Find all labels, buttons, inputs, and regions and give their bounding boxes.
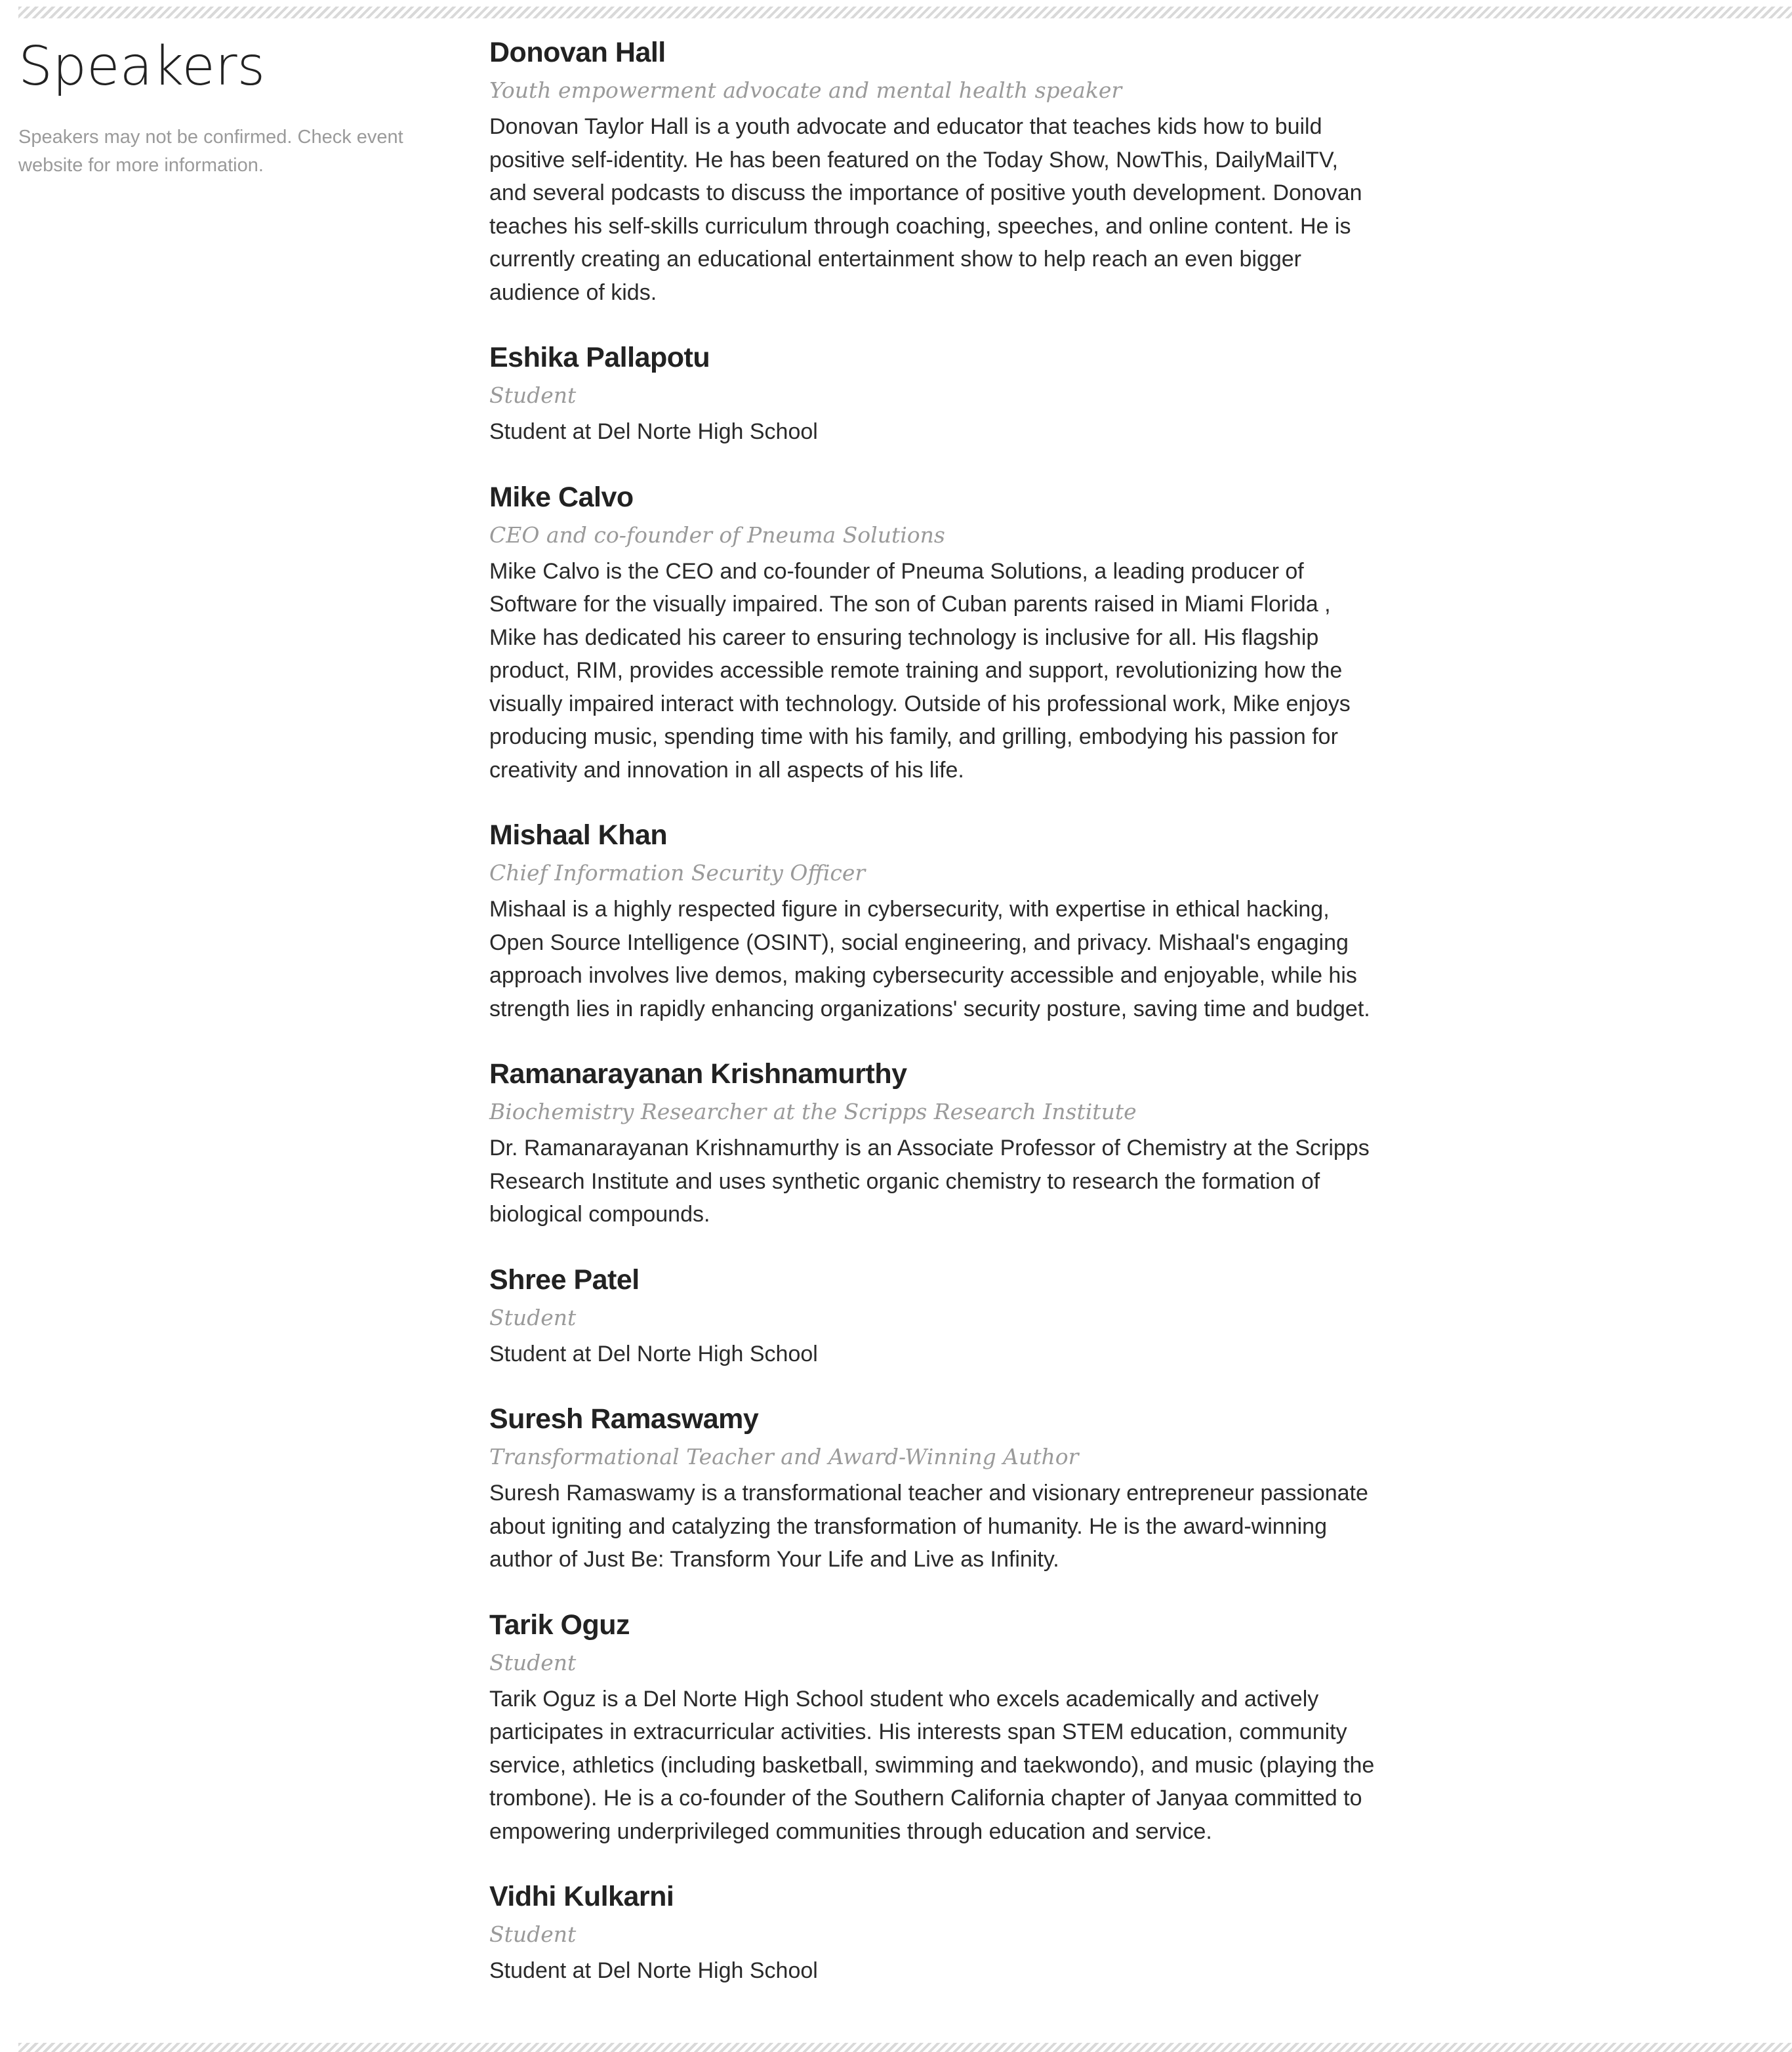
speaker-entry (489, 1878, 1375, 1988)
speaker-role: Youth empowerment advocate and mental health speaker (489, 77, 1122, 103)
speaker-bio: Mishaal is a highly respected figure in cybersecurity, with expertise in ethical hacking, Open Source Intelligence (OSINT), social engineering, and privacy. Mishaal's engaging approach involves live demos, making cybersecurity accessible and enjoyable, while his strength lies in rapidly enhancing organizations' security posture, saving time and budget. (489, 897, 1370, 1021)
speaker-bio: Tarik Oguz is a Del Norte High School student who excels academically and actively participates in extracurricular activities. His interests span STEM education, community service, athletics (including basketball, swimming and taekwondo), and music (playing the trombone). He is a co-founder of the Southern California chapter of Janyaa committed to empowering underprivileged communities through education and service. (489, 1686, 1375, 1844)
speaker-list (489, 34, 1375, 2018)
top-divider-stripe (18, 7, 1792, 18)
speaker-bio: Student at Del Norte High School (489, 419, 818, 444)
speaker-name: Tarik Oguz (489, 1609, 630, 1641)
speaker-name: Mike Calvo (489, 481, 634, 513)
speaker-entry (489, 479, 1375, 787)
speaker-entry (489, 817, 1375, 1025)
speaker-entry (489, 1262, 1375, 1371)
speaker-name: Mishaal Khan (489, 819, 668, 851)
speaker-entry (489, 1607, 1375, 1849)
speaker-bio: Dr. Ramanarayanan Krishnamurthy is an Associate Professor of Chemistry at the Scripps Research Institute and uses synthetic organic chemistry to research the formation of biological compounds. (489, 1136, 1370, 1227)
speaker-role: Student (489, 1921, 577, 1947)
speaker-role: Chief Information Security Officer (489, 860, 866, 886)
speaker-bio: Student at Del Norte High School (489, 1958, 818, 1983)
speaker-entry (489, 34, 1375, 309)
speaker-role: Student (489, 382, 577, 408)
speaker-bio: Student at Del Norte High School (489, 1341, 818, 1366)
speaker-name: Ramanarayanan Krishnamurthy (489, 1058, 907, 1090)
page-title: Speakers (18, 35, 266, 98)
speaker-role: CEO and co-founder of Pneuma Solutions (489, 522, 945, 548)
speaker-name: Vidhi Kulkarni (489, 1881, 674, 1912)
speaker-entry (489, 339, 1375, 449)
speaker-bio: Mike Calvo is the CEO and co-founder of Pneuma Solutions, a leading producer of Software for the visually impaired. The son of Cuban parents raised in Miami Florida , Mike has dedicated his career to ensuring technology is inclusive for all. His flagship product, RIM, provides accessible remote training and support, revolutionizing how the visually impaired interact with technology. Outside of his professional work, Mike enjoys producing music, spending time with his family, and grilling, embodying his passion for creativity and innovation in all aspects of his life. (489, 558, 1351, 783)
speaker-bio: Suresh Ramaswamy is a transformational teacher and visionary entrepreneur passionate about igniting and catalyzing the transformation of humanity. He is the award-winning author of Just Be: Transform Your Life and Live as Infinity. (489, 1481, 1368, 1572)
speaker-entry (489, 1401, 1375, 1576)
speaker-name: Suresh Ramaswamy (489, 1403, 759, 1435)
speaker-name: Shree Patel (489, 1263, 640, 1296)
speaker-name: Eshika Pallapotu (489, 342, 710, 373)
speaker-role: Student (489, 1304, 577, 1330)
speaker-role: Biochemistry Researcher at the Scripps Research Institute (489, 1099, 1137, 1124)
speaker-bio: Donovan Taylor Hall is a youth advocate and educator that teaches kids how to build positive self-identity. He has been featured on the Today Show, NowThis, DailyMailTV, and several podcasts to discuss the importance of positive youth development. Donovan teaches his self-skills curriculum through coaching, speeches, and online content. He is currently creating an educational entertainment show to help reach an even bigger audience of kids. (489, 114, 1362, 305)
speaker-role: Student (489, 1649, 577, 1675)
bottom-divider-stripe (18, 2043, 1792, 2052)
speaker-name: Donovan Hall (489, 37, 666, 68)
sidebar (18, 35, 438, 180)
disclaimer-note: Speakers may not be confirmed. Check event website for more information. (18, 127, 403, 176)
speaker-role: Transformational Teacher and Award-Winning Author (489, 1444, 1079, 1469)
speaker-entry (489, 1056, 1375, 1231)
